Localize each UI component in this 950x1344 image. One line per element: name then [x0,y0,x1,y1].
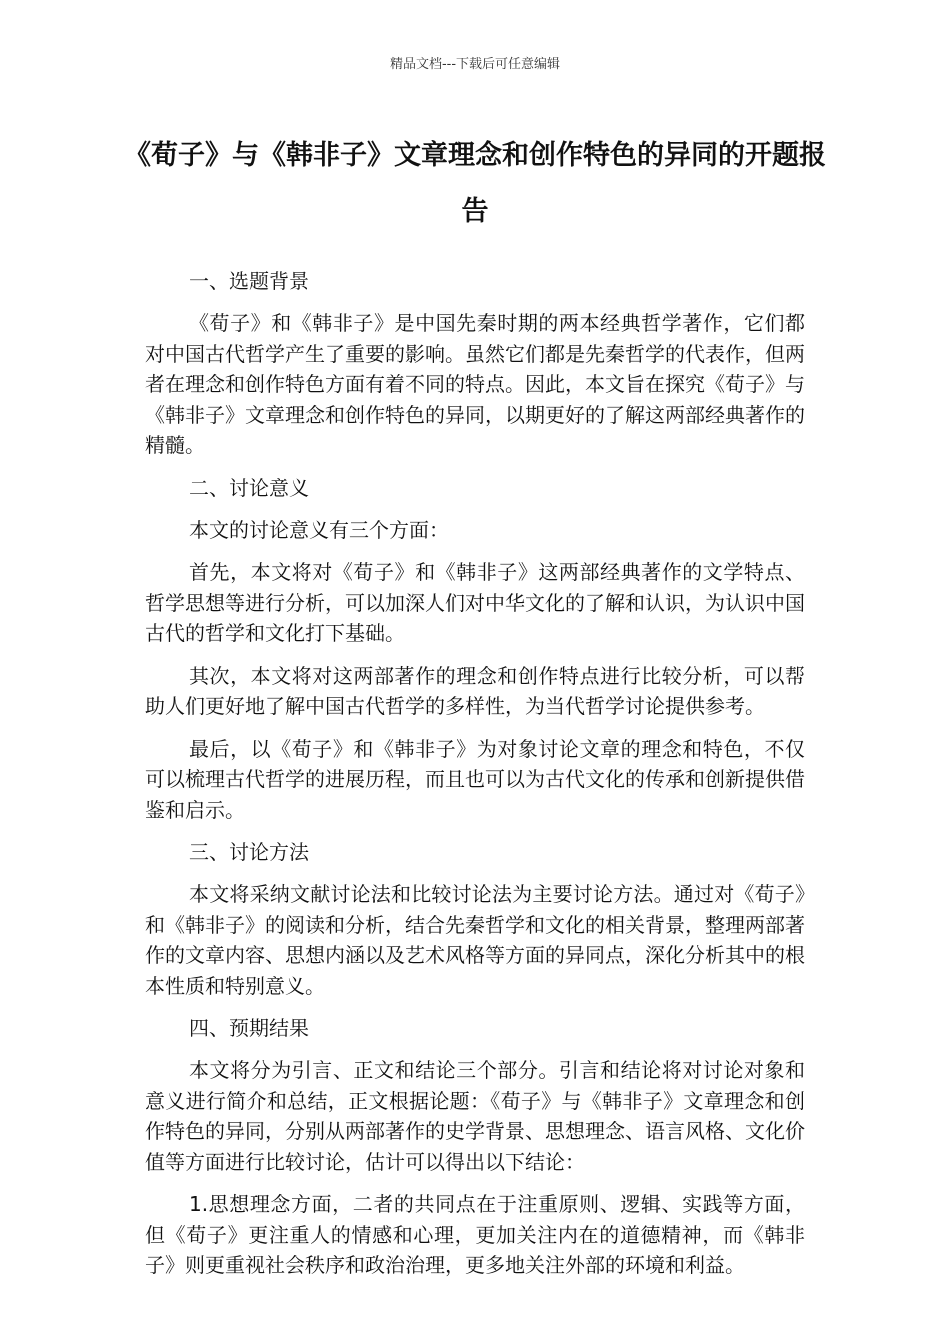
body-paragraph: 本文将采纳文献讨论法和比较讨论法为主要讨论方法。通过对《荀子》和《韩非子》的阅读和分析，结合先秦哲学和文化的相关背景，整理两部著作的文章内容、思想内涵以及艺术风格等方面的异同点，深化分析其中的根本性质和特别意义。 [145,882,805,998]
body-paragraph: 《荀子》和《韩非子》是中国先秦时期的两本经典哲学著作，它们都对中国古代哲学产生了重要的影响。虽然它们都是先秦哲学的代表作，但两者在理念和创作特色方面有着不同的特点。因此，本文旨在探究《荀子》与《韩非子》文章理念和创作特色的异同，以期更好的了解这两部经典著作的精髓。 [145,311,805,457]
section-significance [145,473,805,826]
section-background [145,266,805,461]
body-paragraph: 本文的讨论意义有三个方面： [189,517,449,542]
section-method [145,837,805,1001]
section-heading: 四、预期结果 [189,1016,309,1040]
body-paragraph: 1.思想理念方面，二者的共同点在于注重原则、逻辑、实践等方面，但《荀子》更注重人的情感和心理，更加关注内在的道德精神，而《韩非子》则更重视社会秩序和政治治理，更多地关注外部的环境和利益。 [145,1192,805,1277]
page-header-note: 精品文档---下载后可任意编辑 [389,57,561,72]
document-title: 《荀子》与《韩非子》文章理念和创作特色的异同的开题报告 [124,140,826,227]
section-expected-results [145,1013,805,1281]
body-paragraph: 最后，以《荀子》和《韩非子》为对象讨论文章的理念和特色，不仅可以梳理古代哲学的进展历程，而且也可以为古代文化的传承和创新提供借鉴和启示。 [145,736,805,822]
section-heading: 二、讨论意义 [189,475,309,500]
section-heading: 一、选题背景 [189,269,309,293]
section-heading: 三、讨论方法 [189,840,309,864]
body-paragraph: 其次，本文将对这两部著作的理念和创作特点进行比较分析，可以帮助人们更好地了解中国古代哲学的多样性，为当代哲学讨论提供参考。 [145,663,805,718]
body-paragraph: 本文将分为引言、正文和结论三个部分。引言和结论将对讨论对象和意义进行简介和总结，正文根据论题：《荀子》与《韩非子》文章理念和创作特色的异同，分别从两部著作的史学背景、思想理念、语言风格、文化价值等方面进行比较讨论，估计可以得出以下结论： [145,1058,805,1174]
document-body [145,266,805,1293]
body-paragraph: 首先，本文将对《荀子》和《韩非子》这两部经典著作的文学特点、哲学思想等进行分析，可以加深人们对中华文化的了解和认识，为认识中国古代的哲学和文化打下基础。 [145,560,805,645]
